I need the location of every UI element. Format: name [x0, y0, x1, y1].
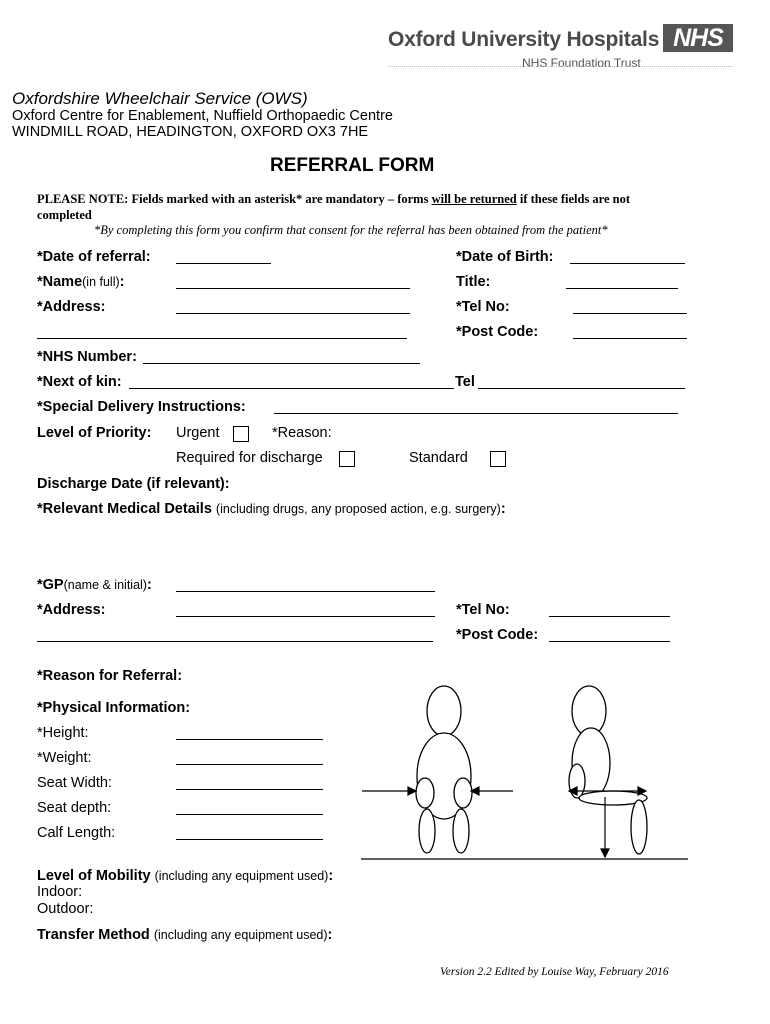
next-of-kin-field[interactable] [129, 388, 454, 389]
gp-post-code-field[interactable] [549, 641, 670, 642]
address-field-line1[interactable] [176, 313, 410, 314]
tel-no-field[interactable] [573, 313, 687, 314]
next-of-kin-tel-field[interactable] [478, 388, 685, 389]
height-label: *Height: [37, 725, 89, 741]
form-title: REFERRAL FORM [270, 155, 435, 176]
gp-post-code-label: *Post Code: [456, 627, 539, 643]
urgent-checkbox[interactable] [233, 426, 249, 442]
physical-information-label: *Physical Information: [37, 700, 191, 716]
nhs-logo: NHS [663, 24, 733, 52]
hospital-name: Oxford University Hospitals [388, 28, 660, 51]
version-footer: Version 2.2 Edited by Louise Way, February 2016 [440, 966, 669, 978]
next-of-kin-label: *Next of kin: [37, 374, 122, 390]
seat-width-field[interactable] [176, 789, 323, 790]
address-label: *Address: [37, 299, 106, 315]
service-address-line2: WINDMILL ROAD, HEADINGTON, OXFORD OX3 7HE [12, 124, 369, 140]
weight-label: *Weight: [37, 750, 92, 766]
date-of-birth-label: *Date of Birth: [456, 249, 554, 265]
name-label: *Name(in full): [37, 274, 125, 290]
reason-label: *Reason: [272, 425, 332, 441]
reason-for-referral-label: *Reason for Referral: [37, 668, 183, 684]
seat-depth-field[interactable] [176, 814, 323, 815]
special-delivery-label: *Special Delivery Instructions: [37, 399, 246, 415]
seat-depth-label: Seat depth: [37, 800, 112, 816]
gp-tel-no-field[interactable] [549, 616, 670, 617]
address-field-line2[interactable] [37, 338, 407, 339]
logo-divider [388, 66, 733, 67]
standard-checkbox[interactable] [490, 451, 506, 467]
date-of-birth-field[interactable] [570, 263, 685, 264]
title-label: Title: [456, 274, 491, 290]
level-of-mobility-label: Level of Mobility (including any equipment used): [37, 868, 334, 884]
post-code-label: *Post Code: [456, 324, 539, 340]
seat-width-label: Seat Width: [37, 775, 112, 791]
date-of-referral-field[interactable] [176, 263, 271, 264]
service-title: Oxfordshire Wheelchair Service (OWS) [12, 89, 308, 108]
name-field[interactable] [176, 288, 410, 289]
gp-address-field-line1[interactable] [176, 616, 435, 617]
tel-no-label: *Tel No: [456, 299, 510, 315]
level-of-priority-label: Level of Priority: [37, 425, 152, 441]
front-figure-head [427, 686, 461, 736]
gp-address-field-line2[interactable] [37, 641, 433, 642]
mandatory-note: PLEASE NOTE: Fields marked with an asterisk* are mandatory – forms will be returned if these fields are not [37, 192, 631, 206]
nhs-number-field[interactable] [143, 363, 420, 364]
gp-field[interactable] [176, 591, 435, 592]
urgent-label: Urgent [176, 425, 220, 441]
consent-note: *By completing this form you confirm that consent for the referral has been obtained from the patient* [94, 223, 608, 237]
post-code-field[interactable] [573, 338, 687, 339]
indoor-label: Indoor: [37, 884, 83, 900]
nhs-number-label: *NHS Number: [37, 349, 137, 365]
measurement-diagram [355, 685, 695, 865]
discharge-date-label: Discharge Date (if relevant): [37, 476, 230, 492]
title-field[interactable] [566, 288, 678, 289]
calf-length-label: Calf Length: [37, 825, 116, 841]
mandatory-note-line2: completed [37, 208, 92, 222]
service-address-line1: Oxford Centre for Enablement, Nuffield Orthopaedic Centre [12, 108, 393, 124]
required-for-discharge-checkbox[interactable] [339, 451, 355, 467]
special-delivery-field[interactable] [274, 413, 678, 414]
gp-label: *GP(name & initial): [37, 577, 152, 593]
required-for-discharge-label: Required for discharge [176, 450, 323, 466]
height-field[interactable] [176, 739, 323, 740]
weight-field[interactable] [176, 764, 323, 765]
date-of-referral-label: *Date of referral: [37, 249, 151, 265]
standard-label: Standard [409, 450, 468, 466]
outdoor-label: Outdoor: [37, 901, 94, 917]
transfer-method-label: Transfer Method (including any equipment used): [37, 927, 333, 943]
relevant-medical-label: *Relevant Medical Details (including drugs, any proposed action, e.g. surgery): [37, 501, 506, 517]
calf-length-field[interactable] [176, 839, 323, 840]
gp-tel-no-label: *Tel No: [456, 602, 510, 618]
next-of-kin-tel-label: Tel [455, 374, 475, 390]
trust-name: NHS Foundation Trust [522, 56, 641, 70]
gp-address-label: *Address: [37, 602, 106, 618]
